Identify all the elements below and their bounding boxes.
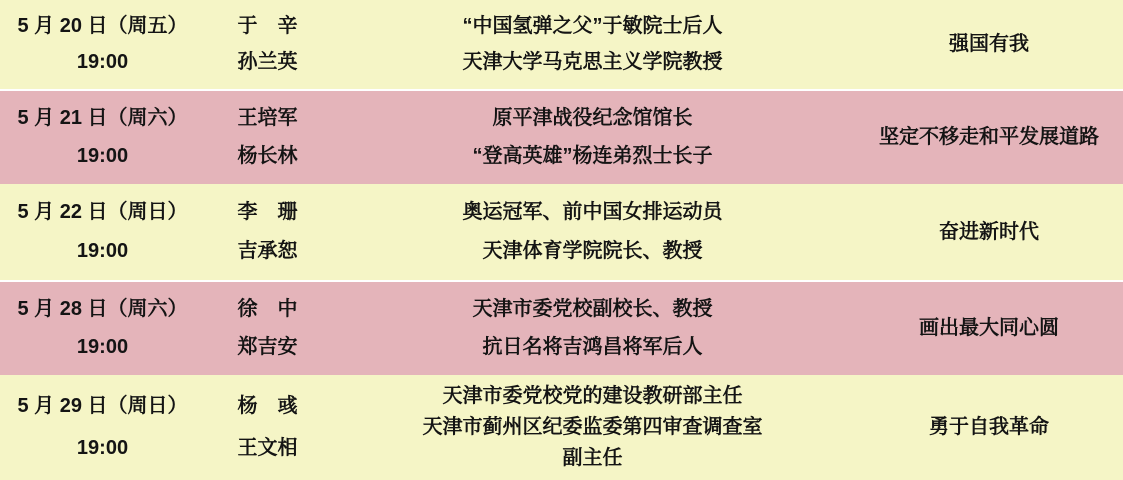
date-time-cell <box>0 282 205 375</box>
time-text: 19:00 <box>76 436 129 459</box>
theme-text: 画出最大同心圆 <box>919 317 1059 339</box>
date-time-cell <box>0 91 205 184</box>
guest-title-line: 天津大学马克思主义学院教授 <box>462 51 723 73</box>
theme-cell <box>855 0 1123 89</box>
theme-cell <box>855 375 1123 480</box>
guest-title-line: 天津市蓟州区纪委监委第四审查调查室 <box>422 416 763 438</box>
guest-title-line: “登高英雄”杨连弟烈士长子 <box>472 144 713 167</box>
theme-text: 奋进新时代 <box>939 220 1039 243</box>
guest-names-cell <box>205 282 330 375</box>
date-time-cell <box>0 375 205 480</box>
theme-text: 勇于自我革命 <box>929 416 1049 438</box>
guest1-name: 王培军 <box>237 107 298 130</box>
time-text: 19:00 <box>76 144 129 167</box>
guest-titles-cell <box>330 0 855 89</box>
date-time-cell <box>0 184 205 280</box>
theme-text: 强国有我 <box>949 33 1029 55</box>
guest-titles-cell <box>330 375 855 480</box>
theme-cell <box>855 282 1123 375</box>
table-row <box>0 184 1123 280</box>
guest2-name: 吉承恕 <box>237 239 298 262</box>
theme-cell <box>855 91 1123 184</box>
guest2-name: 郑吉安 <box>237 335 298 358</box>
table-row <box>0 89 1123 184</box>
date-text: 5 月 20 日（周五） <box>17 15 188 37</box>
date-text: 5 月 29 日（周日） <box>17 395 188 418</box>
guest-names-cell <box>205 184 330 280</box>
time-text: 19:00 <box>76 239 129 262</box>
guest-title-line: 抗日名将吉鸿昌将军后人 <box>482 335 703 358</box>
time-text: 19:00 <box>76 51 129 73</box>
guest-title-line: 天津市委党校党的建设教研部主任 <box>442 385 743 407</box>
guest-names-cell <box>205 375 330 480</box>
guest-title-line: 奥运冠军、前中国女排运动员 <box>462 201 723 224</box>
table-row <box>0 280 1123 375</box>
date-time-cell <box>0 0 205 89</box>
guest1-name: 杨 彧 <box>237 395 298 418</box>
table-row <box>0 375 1123 480</box>
guest2-name: 杨长林 <box>237 144 298 167</box>
guest-titles-cell <box>330 91 855 184</box>
date-text: 5 月 21 日（周六） <box>17 107 188 130</box>
guest1-name: 李 珊 <box>237 201 298 224</box>
guest1-name: 于 辛 <box>237 15 298 37</box>
guest-names-cell <box>205 0 330 89</box>
theme-text: 坚定不移走和平发展道路 <box>879 126 1099 148</box>
guest1-name: 徐 中 <box>237 298 298 321</box>
table-row <box>0 0 1123 89</box>
guest-title-line: 原平津战役纪念馆馆长 <box>492 107 693 130</box>
time-text: 19:00 <box>76 335 129 358</box>
guest-names-cell <box>205 91 330 184</box>
guest2-name: 孙兰英 <box>237 51 298 73</box>
theme-cell <box>855 184 1123 280</box>
date-text: 5 月 28 日（周六） <box>17 298 188 321</box>
guest-title-line: “中国氢弹之父”于敏院士后人 <box>462 15 723 37</box>
guest-title-line: 天津体育学院院长、教授 <box>482 239 703 262</box>
guest-titles-cell <box>330 282 855 375</box>
guest-titles-cell <box>330 184 855 280</box>
guest2-name: 王文相 <box>237 436 298 459</box>
date-text: 5 月 22 日（周日） <box>17 201 188 224</box>
guest-title-line: 副主任 <box>562 447 623 469</box>
guest-title-line: 天津市委党校副校长、教授 <box>472 298 713 321</box>
